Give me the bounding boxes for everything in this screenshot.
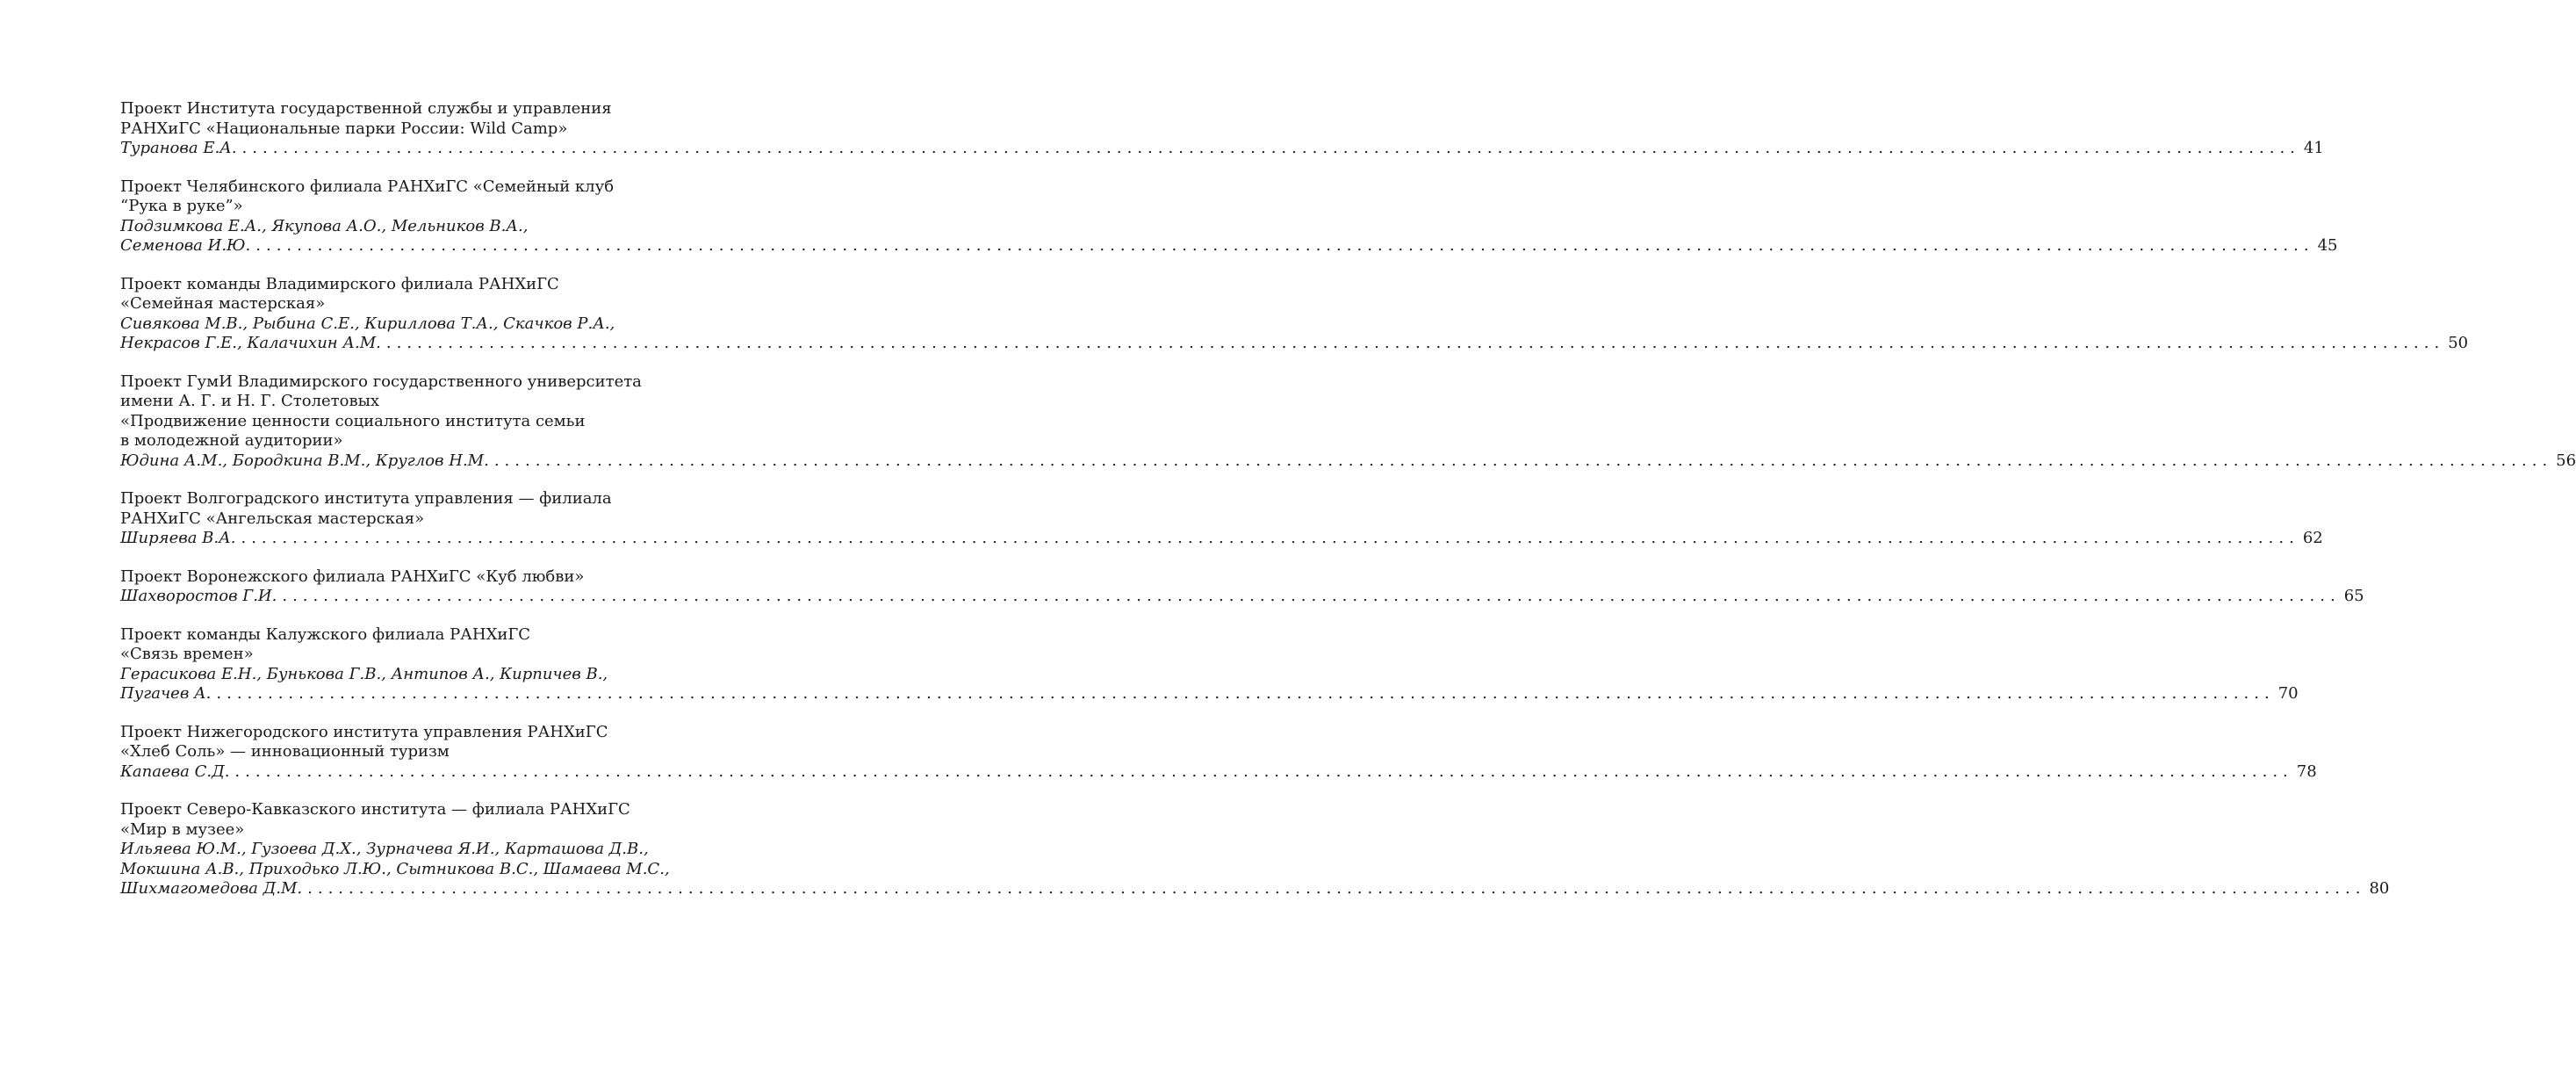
dot-leader: ........................................................................................................................................................................................................ xyxy=(216,684,2275,703)
page-number[interactable]: 50 xyxy=(2448,334,2469,352)
entry-authors-page-line xyxy=(120,139,2324,159)
page-number[interactable]: 45 xyxy=(2317,236,2338,255)
entry-authors: Ширяева В.А. xyxy=(120,529,236,547)
toc-entry xyxy=(120,567,2364,607)
entry-authors-page-line xyxy=(120,879,2390,899)
entry-authors-page-line xyxy=(120,334,2469,354)
toc-entry xyxy=(120,624,2299,704)
entry-title-line: Проект Челябинского филиала РАНХиГС «Семейный клуб xyxy=(120,177,615,196)
toc-entry xyxy=(120,489,2323,549)
entry-title-line: РАНХиГС «Ангельская мастерская» xyxy=(120,509,425,528)
dot-leader: ........................................................................................................................................................................................................ xyxy=(241,139,2300,157)
entry-title-line: в молодежной аудитории» xyxy=(120,431,343,450)
entry-title-line: «Мир в музее» xyxy=(120,819,245,839)
entry-title-line: «Хлеб Соль» — инновационный туризм xyxy=(120,742,450,761)
toc-entry xyxy=(120,372,2576,472)
entry-authors: Семенова И.Ю. xyxy=(120,236,251,255)
entry-authors-page-line xyxy=(120,684,2299,704)
entry-authors-page-line xyxy=(120,236,2338,256)
entry-authors-line: Герасикова Е.Н., Бунькова Г.В., Антипов А., Кирпичев В., xyxy=(120,664,608,683)
entry-authors-page-line xyxy=(120,762,2317,783)
entry-authors: Туранова Е.А. xyxy=(120,139,237,157)
page-number[interactable]: 62 xyxy=(2302,529,2323,547)
entry-authors-line: Ильяева Ю.М., Гузоева Д.Х., Зурначева Я.И., Карташова Д.В., xyxy=(120,840,649,858)
entry-authors: Капаева С.Д. xyxy=(120,762,230,781)
entry-authors-line: Подзимкова Е.А., Якупова А.О., Мельников В.А., xyxy=(120,216,529,235)
page-number[interactable]: 41 xyxy=(2303,139,2324,157)
page-number[interactable]: 70 xyxy=(2277,684,2299,703)
entry-authors-page-line xyxy=(120,529,2323,549)
entry-authors-line: Сивякова М.В., Рыбина С.Е., Кириллова Т.А., Скачков Р.А., xyxy=(120,314,615,333)
toc-entry xyxy=(120,274,2469,354)
dot-leader: ........................................................................................................................................................................................................ xyxy=(241,529,2299,547)
page-number[interactable]: 56 xyxy=(2556,451,2576,470)
entry-authors-page-line xyxy=(120,451,2576,472)
page-number[interactable]: 80 xyxy=(2369,879,2390,898)
entry-authors-line: Мокшина А.В., Приходько Л.Ю., Сытникова В.С., Шамаева М.С., xyxy=(120,859,670,878)
entry-authors: Юдина А.М., Бородкина В.М., Круглов Н.М. xyxy=(120,451,489,470)
entry-title-line: Проект Северо-Кавказского института — филиала РАНХиГС xyxy=(120,800,630,819)
entry-title-line: Проект Воронежского филиала РАНХиГС «Куб любви» xyxy=(120,567,585,586)
toc-entry xyxy=(120,99,2324,159)
entry-title-line: имени А. Г. и Н. Г. Столетовых xyxy=(120,392,380,410)
entry-authors: Шахворостов Г.И. xyxy=(120,587,277,605)
entry-authors: Пугачев А. xyxy=(120,684,212,703)
entry-title-line: Проект команды Владимирского филиала РАНХиГС xyxy=(120,274,559,293)
entry-title-line: «Продвижение ценности социального института семьи xyxy=(120,411,586,430)
dot-leader: ........................................................................................................................................................................................................ xyxy=(255,236,2314,255)
entry-title-line: Проект Волгоградского института управления — филиала xyxy=(120,489,612,508)
dot-leader: ........................................................................................................................................................................................................ xyxy=(234,762,2293,781)
table-of-contents xyxy=(120,99,2576,918)
toc-entry xyxy=(120,177,2338,256)
dot-leader: ........................................................................................................................................................................................................ xyxy=(493,451,2553,470)
entry-title-line: «Семейная мастерская» xyxy=(120,294,326,313)
page-number[interactable]: 78 xyxy=(2296,762,2317,781)
entry-title-line: «Связь времен» xyxy=(120,645,254,663)
entry-title-line: Проект ГумИ Владимирского государственного университета xyxy=(120,372,642,391)
dot-leader: ........................................................................................................................................................................................................ xyxy=(385,334,2445,352)
entry-title-line: Проект Нижегородского института управления РАНХиГС xyxy=(120,722,608,741)
entry-title-line: “Рука в руке”» xyxy=(120,197,243,215)
entry-authors: Шихмагомедова Д.М. xyxy=(120,879,303,898)
entry-title-line: Проект команды Калужского филиала РАНХиГС xyxy=(120,624,531,644)
entry-title-line: Проект Института государственной службы и управления xyxy=(120,99,612,118)
entry-authors-page-line xyxy=(120,587,2364,607)
dot-leader: ........................................................................................................................................................................................................ xyxy=(282,587,2341,605)
dot-leader: ........................................................................................................................................................................................................ xyxy=(307,879,2366,898)
entry-title-line: РАНХиГС «Национальные парки России: Wild Camp» xyxy=(120,119,568,138)
entry-authors: Некрасов Г.Е., Калачихин А.М. xyxy=(120,334,381,352)
toc-entry xyxy=(120,800,2390,899)
toc-entry xyxy=(120,722,2317,783)
page-number[interactable]: 65 xyxy=(2343,587,2364,605)
